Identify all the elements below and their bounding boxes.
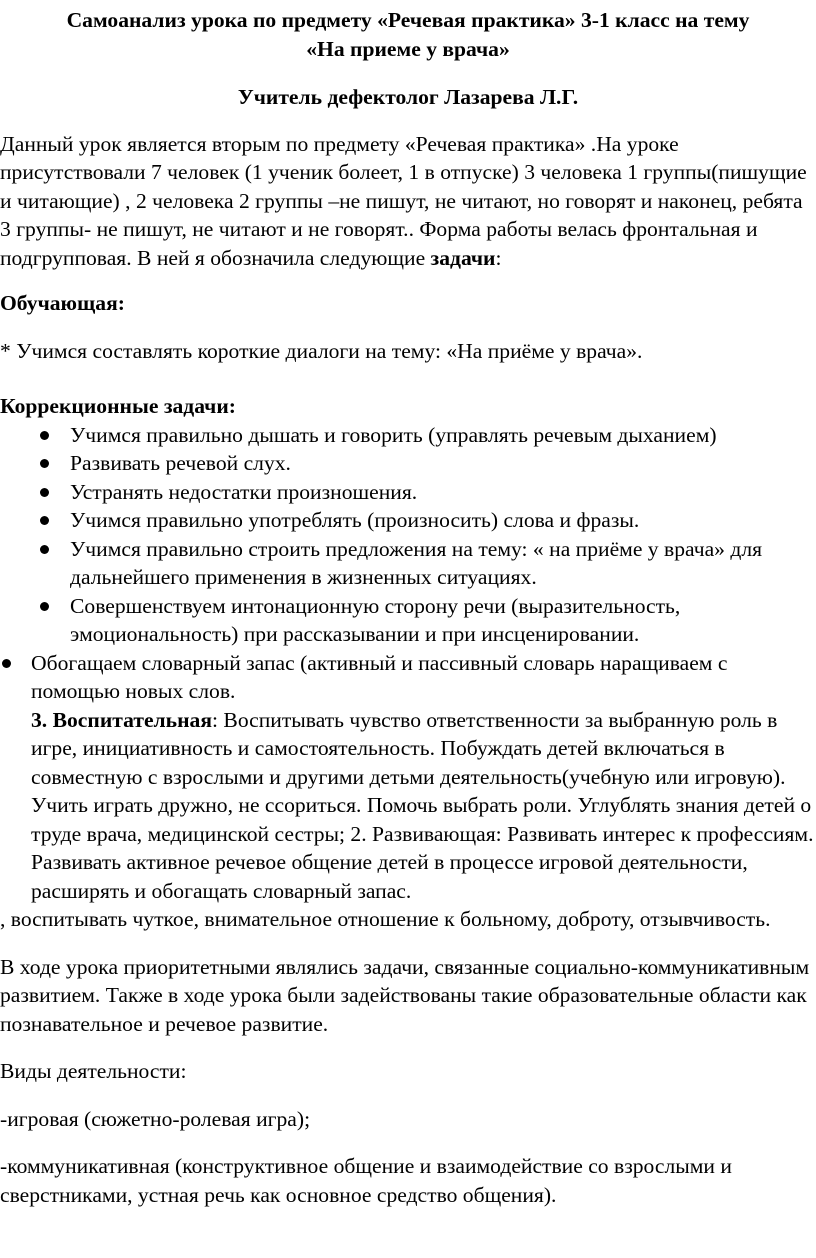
activity-item: -игровая (сюжетно-ролевая игра); [0, 1106, 311, 1131]
activity-item: -коммуникативная (конструктивное общение и взаимодействие со взрослыми и сверстниками, устная речь как основное средство общения). [0, 1154, 732, 1207]
correction-list [0, 421, 816, 649]
priorities-paragraph: В ходе урока приоритетными являлись задачи, связанные социально-коммуникативным развитием. Также в ходе урока были задействованы такие образовательные области как познавательное и речевое развитие. [0, 954, 810, 1036]
bullet-icon [40, 431, 49, 440]
list-item-text: Совершенствуем интонационную сторону речи (выразительность, эмоциональность) при рассказывании и при инсценировании. [70, 593, 681, 646]
intro-tail: : [495, 245, 502, 270]
list-item-text: Учимся правильно дышать и говорить (управлять речевым дыханием) [70, 422, 717, 447]
intro-paragraph [0, 130, 816, 273]
upbringing-heading: 3. Воспитательная [31, 707, 213, 732]
bullet-icon [40, 545, 49, 554]
upbringing-text: : Воспитывать чувство ответственности за выбранную роль в игре, инициативность и самостоятельность. Побуждать детей включаться в совместную с взрослыми и другими детьми деятельность(учебную или игровую). Учить играть дружно, не ссориться. Помочь выбрать роли. Углублять знания детей о труде врача, медицинской сестры; 2. Развивающая: Развивать интерес к профессиям. Развивать активное речевое общение детей в процессе игровой деятельности, расширять и обогащать словарный запас. [31, 707, 814, 903]
document-title [0, 4, 816, 63]
title-line-2: «На приеме у врача» [306, 36, 510, 61]
list-item [0, 592, 816, 649]
teaching-goal: * Учимся составлять короткие диалоги на тему: «На приёме у врача». [0, 338, 643, 363]
enrichment-list [0, 649, 816, 706]
list-item-text: Обогащаем словарный запас (активный и пассивный словарь наращиваем с помощью новых слов. [31, 650, 728, 703]
teaching-heading: Обучающая: [0, 291, 125, 315]
title-line-1: Самоанализ урока по предмету «Речевая практика» 3-1 класс на тему [66, 8, 750, 32]
list-item [0, 478, 816, 507]
list-item [0, 535, 816, 592]
correction-heading: Коррекционные задачи: [0, 394, 236, 418]
intro-bold-word: задачи [430, 245, 496, 270]
list-item [0, 649, 816, 706]
bullet-icon [40, 459, 49, 468]
teacher-name: Учитель дефектолог Лазарева Л.Г. [237, 85, 579, 109]
list-item-text: Устранять недостатки произношения. [70, 479, 418, 504]
list-item-text: Развивать речевой слух. [70, 451, 291, 475]
upbringing-continuation: , воспитывать чуткое, внимательное отношение к больному, доброту, отзывчивость. [0, 907, 771, 931]
bullet-icon [40, 516, 49, 525]
intro-text: Данный урок является вторым по предмету «Речевая практика» .На уроке присутствовали 7 человек (1 ученик болеет, 1 в отпуске) 3 человека 1 группы(пишущие и читающие) , 2 человека 2 группы –не пишут, не читают, но говорят и наконец, ребята 3 группы- не пишут, не читают и не говорят.. Форма работы велась фронтальная и подгрупповая. В ней я обозначила следующие [0, 131, 807, 270]
list-item-text: Учимся правильно строить предложения на тему: « на приёме у врача» для дальнейшего применения в жизненных ситуациях. [70, 536, 763, 589]
upbringing-paragraph [0, 706, 816, 906]
bullet-icon [40, 488, 49, 497]
list-item [0, 421, 816, 450]
activities-heading: Виды деятельности: [0, 1059, 187, 1083]
list-item-text: Учимся правильно употреблять (произносить) слова и фразы. [70, 508, 640, 532]
bullet-icon [40, 602, 49, 611]
list-item [0, 449, 816, 478]
list-item [0, 506, 816, 535]
bullet-icon [2, 659, 11, 668]
